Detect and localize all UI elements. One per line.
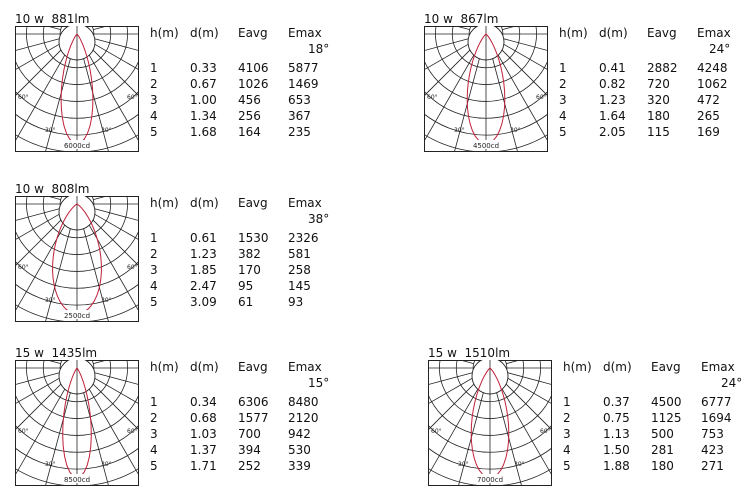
- angle-label-60-left: 60°: [18, 264, 29, 271]
- cell-eavg: 700: [238, 427, 261, 441]
- cell-emax: 1694: [701, 411, 732, 425]
- polar-candela-diagram: [15, 196, 139, 322]
- cell-h: 1: [150, 231, 158, 245]
- photometric-panel-4: [15, 346, 345, 491]
- col-d: d(m): [603, 360, 632, 374]
- cell-emax: 4248: [697, 61, 728, 75]
- table-row: [150, 443, 340, 459]
- angle-label-30-right: 30°: [510, 127, 521, 134]
- cell-h: 2: [150, 77, 158, 91]
- cell-d: 3.09: [190, 295, 217, 309]
- cell-eavg: 170: [238, 263, 261, 277]
- cell-emax: 6777: [701, 395, 732, 409]
- table-row: [150, 263, 340, 279]
- cell-eavg: 252: [238, 459, 261, 473]
- cell-emax: 530: [288, 443, 311, 457]
- table-row: [150, 295, 340, 311]
- panel-title: 10 w 808lm: [15, 182, 90, 196]
- cell-d: 1.37: [190, 443, 217, 457]
- cell-d: 0.37: [603, 395, 630, 409]
- cell-emax: 265: [697, 109, 720, 123]
- cell-emax: 423: [701, 443, 724, 457]
- cell-h: 3: [563, 427, 571, 441]
- angle-label-60-left: 60°: [18, 94, 29, 101]
- cell-emax: 653: [288, 93, 311, 107]
- cell-d: 1.13: [603, 427, 630, 441]
- cell-emax: 2120: [288, 411, 319, 425]
- table-row: [150, 93, 340, 109]
- cell-emax: 93: [288, 295, 304, 309]
- table-row: [150, 411, 340, 427]
- table-row: [563, 411, 750, 427]
- cell-eavg: 382: [238, 247, 261, 261]
- cell-h: 1: [150, 395, 158, 409]
- angle-label-60-right: 60°: [536, 94, 547, 101]
- cell-emax: 472: [697, 93, 720, 107]
- cell-d: 0.82: [599, 77, 626, 91]
- angle-label-30-left: 30°: [458, 461, 469, 468]
- col-d: d(m): [190, 360, 219, 374]
- col-eavg: Eavg: [647, 26, 677, 40]
- table-row: [563, 443, 750, 459]
- cell-h: 5: [563, 459, 571, 473]
- table-row: [563, 395, 750, 411]
- cell-h: 4: [150, 109, 158, 123]
- cell-eavg: 164: [238, 125, 261, 139]
- polar-ray: [81, 384, 119, 486]
- cell-h: 5: [150, 459, 158, 473]
- cell-d: 0.33: [190, 61, 217, 75]
- panel-title: 10 w 881lm: [15, 12, 90, 26]
- col-h: h(m): [150, 196, 179, 210]
- table-row: [559, 125, 749, 141]
- cell-h: 1: [559, 61, 567, 75]
- cell-emax: 2326: [288, 231, 319, 245]
- table-row: [150, 395, 340, 411]
- col-d: d(m): [190, 26, 219, 40]
- cell-emax: 753: [701, 427, 724, 441]
- cell-h: 3: [150, 93, 158, 107]
- angle-label-30-right: 30°: [101, 127, 112, 134]
- col-emax: Emax: [288, 196, 322, 210]
- cell-d: 1.64: [599, 109, 626, 123]
- cell-d: 0.67: [190, 77, 217, 91]
- polar-ray: [34, 384, 72, 486]
- cell-eavg: 1125: [651, 411, 682, 425]
- col-eavg: Eavg: [238, 196, 268, 210]
- cell-eavg: 115: [647, 125, 670, 139]
- col-h: h(m): [150, 26, 179, 40]
- angle-label-60-left: 60°: [431, 428, 442, 435]
- cell-eavg: 61: [238, 295, 254, 309]
- col-emax: Emax: [701, 360, 735, 374]
- cell-emax: 5877: [288, 61, 319, 75]
- cell-h: 2: [150, 247, 158, 261]
- angle-label-30-right: 30°: [101, 297, 112, 304]
- panel-title: 10 w 867lm: [424, 12, 499, 26]
- cell-d: 1.00: [190, 93, 217, 107]
- cell-eavg: 95: [238, 279, 254, 293]
- cell-emax: 258: [288, 263, 311, 277]
- polar-ray: [34, 220, 72, 322]
- max-candela-label: 8500cd: [63, 476, 91, 484]
- angle-label-30-left: 30°: [45, 297, 56, 304]
- col-d: d(m): [190, 196, 219, 210]
- cell-d: 1.03: [190, 427, 217, 441]
- cell-eavg: 6306: [238, 395, 269, 409]
- angle-label-60-right: 60°: [127, 264, 138, 271]
- cell-d: 1.88: [603, 459, 630, 473]
- cell-eavg: 456: [238, 93, 261, 107]
- cell-h: 2: [563, 411, 571, 425]
- cell-eavg: 180: [651, 459, 674, 473]
- beam-angle: 24°: [709, 42, 731, 56]
- cell-eavg: 320: [647, 93, 670, 107]
- table-row: [563, 459, 750, 475]
- table-row: [150, 279, 340, 295]
- cell-emax: 145: [288, 279, 311, 293]
- cell-d: 1.85: [190, 263, 217, 277]
- cell-eavg: 1530: [238, 231, 269, 245]
- table-row: [559, 109, 749, 125]
- table-header: [150, 360, 340, 376]
- polar-candela-diagram: [15, 26, 139, 152]
- cell-h: 1: [563, 395, 571, 409]
- cell-d: 0.75: [603, 411, 630, 425]
- photometric-panel-3: [15, 182, 345, 327]
- cell-emax: 367: [288, 109, 311, 123]
- table-header: [150, 26, 340, 42]
- col-h: h(m): [150, 360, 179, 374]
- cell-eavg: 281: [651, 443, 674, 457]
- cell-d: 1.71: [190, 459, 217, 473]
- cell-h: 3: [150, 427, 158, 441]
- max-candela-label: 6000cd: [63, 142, 91, 150]
- photometric-panel-2: [424, 12, 750, 157]
- polar-candela-diagram: [428, 360, 552, 486]
- beam-angle: 38°: [308, 212, 330, 226]
- photometric-panel-5: [428, 346, 748, 491]
- beam-angle: 18°: [308, 42, 330, 56]
- cell-d: 0.61: [190, 231, 217, 245]
- table-header: [150, 196, 340, 212]
- angle-label-60-right: 60°: [127, 428, 138, 435]
- col-h: h(m): [559, 26, 588, 40]
- cell-h: 4: [150, 279, 158, 293]
- table-row: [563, 427, 750, 443]
- col-d: d(m): [599, 26, 628, 40]
- panel-title: 15 w 1510lm: [428, 346, 511, 360]
- table-row: [559, 61, 749, 77]
- table-row: [150, 109, 340, 125]
- cell-d: 0.34: [190, 395, 217, 409]
- cell-eavg: 1026: [238, 77, 269, 91]
- cell-emax: 235: [288, 125, 311, 139]
- beam-angle: 24°: [721, 376, 743, 390]
- cell-h: 4: [150, 443, 158, 457]
- polar-candela-diagram: [424, 26, 548, 152]
- cell-h: 4: [559, 109, 567, 123]
- angle-label-30-right: 30°: [101, 461, 112, 468]
- cell-d: 2.47: [190, 279, 217, 293]
- table-row: [150, 125, 340, 141]
- angle-label-60-left: 60°: [18, 428, 29, 435]
- cell-h: 1: [150, 61, 158, 75]
- cell-eavg: 4500: [651, 395, 682, 409]
- cell-emax: 1062: [697, 77, 728, 91]
- cell-h: 3: [150, 263, 158, 277]
- beam-angle: 15°: [308, 376, 330, 390]
- cell-emax: 1469: [288, 77, 319, 91]
- angle-label-60-right: 60°: [127, 94, 138, 101]
- table-row: [150, 77, 340, 93]
- cell-eavg: 4106: [238, 61, 269, 75]
- cell-emax: 169: [697, 125, 720, 139]
- cell-h: 2: [150, 411, 158, 425]
- cell-h: 2: [559, 77, 567, 91]
- table-row: [150, 61, 340, 77]
- cell-eavg: 1577: [238, 411, 269, 425]
- cell-h: 4: [563, 443, 571, 457]
- angle-label-30-left: 30°: [45, 461, 56, 468]
- cell-emax: 942: [288, 427, 311, 441]
- cell-h: 3: [559, 93, 567, 107]
- max-candela-label: 2500cd: [63, 312, 91, 320]
- col-emax: Emax: [288, 26, 322, 40]
- cell-h: 5: [150, 125, 158, 139]
- table-row: [150, 247, 340, 263]
- table-row: [150, 459, 340, 475]
- cell-d: 1.23: [599, 93, 626, 107]
- col-emax: Emax: [697, 26, 731, 40]
- cell-d: 0.41: [599, 61, 626, 75]
- cell-eavg: 394: [238, 443, 261, 457]
- polar-ray: [34, 50, 72, 152]
- cell-eavg: 500: [651, 427, 674, 441]
- col-eavg: Eavg: [238, 26, 268, 40]
- cell-d: 1.34: [190, 109, 217, 123]
- table-header: [559, 26, 749, 42]
- cell-d: 0.68: [190, 411, 217, 425]
- angle-label-30-right: 30°: [514, 461, 525, 468]
- col-emax: Emax: [288, 360, 322, 374]
- cell-h: 5: [559, 125, 567, 139]
- col-eavg: Eavg: [238, 360, 268, 374]
- cell-d: 1.50: [603, 443, 630, 457]
- angle-label-60-left: 60°: [427, 94, 438, 101]
- max-candela-label: 4500cd: [472, 142, 500, 150]
- cell-emax: 339: [288, 459, 311, 473]
- polar-candela-diagram: [15, 360, 139, 486]
- cell-emax: 271: [701, 459, 724, 473]
- cell-d: 2.05: [599, 125, 626, 139]
- photometric-panel-1: [15, 12, 345, 157]
- table-row: [150, 231, 340, 247]
- panel-title: 15 w 1435lm: [15, 346, 98, 360]
- cell-eavg: 180: [647, 109, 670, 123]
- angle-label-30-left: 30°: [45, 127, 56, 134]
- polar-ray: [81, 50, 119, 152]
- table-row: [559, 93, 749, 109]
- cell-emax: 8480: [288, 395, 319, 409]
- cell-eavg: 720: [647, 77, 670, 91]
- cell-eavg: 2882: [647, 61, 678, 75]
- cell-d: 1.68: [190, 125, 217, 139]
- angle-label-30-left: 30°: [454, 127, 465, 134]
- table-row: [150, 427, 340, 443]
- cell-emax: 581: [288, 247, 311, 261]
- col-h: h(m): [563, 360, 592, 374]
- cell-eavg: 256: [238, 109, 261, 123]
- cell-h: 5: [150, 295, 158, 309]
- polar-ray: [81, 220, 119, 322]
- cell-d: 1.23: [190, 247, 217, 261]
- table-row: [559, 77, 749, 93]
- angle-label-60-right: 60°: [540, 428, 551, 435]
- table-header: [563, 360, 750, 376]
- max-candela-label: 7000cd: [476, 476, 504, 484]
- col-eavg: Eavg: [651, 360, 681, 374]
